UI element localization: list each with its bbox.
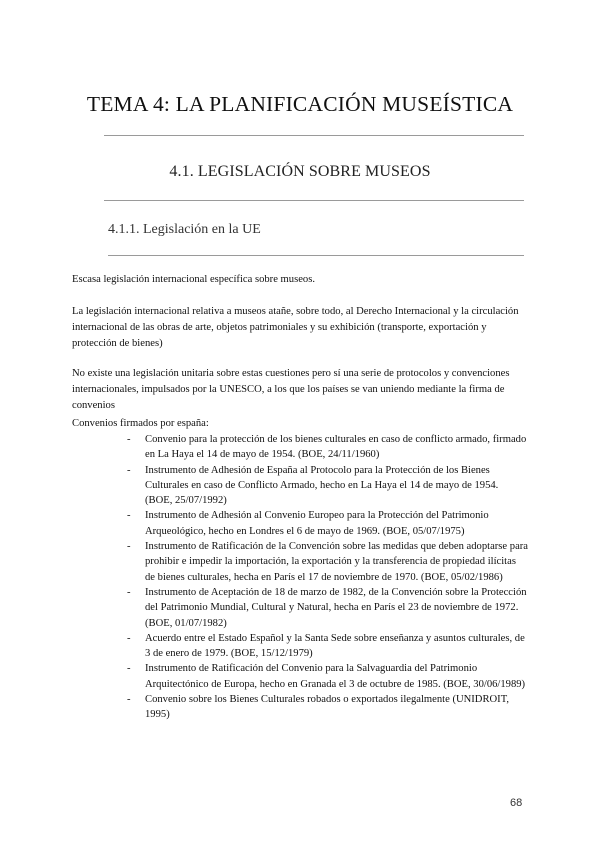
section-divider	[104, 200, 524, 201]
list-item-text: Convenio sobre los Bienes Culturales robados o exportados ilegalmente (UNIDROIT, 1995)	[145, 694, 510, 721]
list-item-text: Convenio para la protección de los bienes culturales en caso de conflicto armado, firmado en La Haya el 14 de mayo de 1954. (BOE, 24/11/1960)	[145, 434, 527, 461]
paragraph-3: No existe una legislación unitaria sobre estas cuestiones pero sí una serie de protocolos y convenciones internacionales, impulsados por la UNESCO, a los que los países se van uniendo mediante la firma de convenios	[72, 368, 510, 411]
list-item-text: Acuerdo entre el Estado Español y la Santa Sede sobre enseñanza y asuntos culturales, de 3 de enero de 1979. (BOE, 15/12/1979)	[145, 632, 525, 660]
page-title: TEMA 4: LA PLANIFICACIÓN MUSEÍSTICA	[86, 92, 514, 116]
subsection-heading: 4.1.1. Legislación en la UE	[108, 222, 261, 237]
paragraph-2: La legislación internacional relativa a museos atañe, sobre todo, al Derecho Internacional y la circulación internacional de las obras de arte, objetos patrimoniales y su exhibición (transporte, exportación y protección de bienes)	[72, 306, 519, 349]
list-item-text: Instrumento de Aceptación de 18 de marzo de 1982, de la Convención sobre la Protección del Patrimonio Mundial, Cultural y Natural, hecha en París el 23 de noviembre de 1972. (BOE, 01/07/1982)	[145, 586, 527, 629]
bullet-dash: -	[127, 663, 131, 675]
conventions-list	[72, 432, 528, 723]
bullet-dash: -	[127, 510, 131, 522]
list-item	[72, 539, 528, 585]
list-item-text: Instrumento de Adhesión de España al Protocolo para la Protección de los Bienes Culturales en caso de Conflicto Armado, hecho en La Haya el 14 de mayo de 1954. (BOE, 25/07/1992)	[145, 464, 499, 507]
bullet-dash: -	[127, 586, 131, 598]
section-heading: 4.1. LEGISLACIÓN SOBRE MUSEOS	[169, 163, 431, 180]
bullet-dash: -	[127, 541, 131, 553]
subsection-divider	[108, 255, 524, 256]
bullet-dash: -	[127, 464, 131, 476]
list-item-text: Instrumento de Ratificación de la Convención sobre las medidas que deben adoptarse para prohibir e impedir la importación, la exportación y la transferencia de propiedad ilícitas de bienes culturales, hecha en París el 17 de noviembre de 1970. (BOE, 05/02/1986)	[145, 541, 529, 583]
list-item	[72, 661, 528, 692]
list-item	[72, 692, 528, 723]
list-intro: Convenios firmados por españa:	[72, 418, 209, 429]
bullet-dash: -	[127, 694, 131, 706]
list-item	[72, 508, 528, 539]
page-number: 68	[510, 797, 523, 809]
list-item	[72, 585, 528, 631]
bullet-dash: -	[127, 434, 131, 445]
title-divider	[104, 135, 524, 136]
list-item-text: Instrumento de Ratificación del Convenio para la Salvaguardia del Patrimonio Arquitectónico de Europa, hecho en Granada el 3 de octubre de 1985. (BOE, 30/06/1989)	[145, 663, 526, 690]
list-item	[72, 463, 528, 509]
bullet-dash: -	[127, 632, 131, 644]
list-item-text: Instrumento de Adhesión al Convenio Europeo para la Protección del Patrimonio Arqueológico, hecho en Londres el 6 de mayo de 1969. (BOE, 05/07/1975)	[145, 510, 489, 537]
paragraph-1: Escasa legislación internacional específica sobre museos.	[72, 274, 315, 285]
list-item	[72, 432, 528, 463]
list-item	[72, 631, 528, 662]
